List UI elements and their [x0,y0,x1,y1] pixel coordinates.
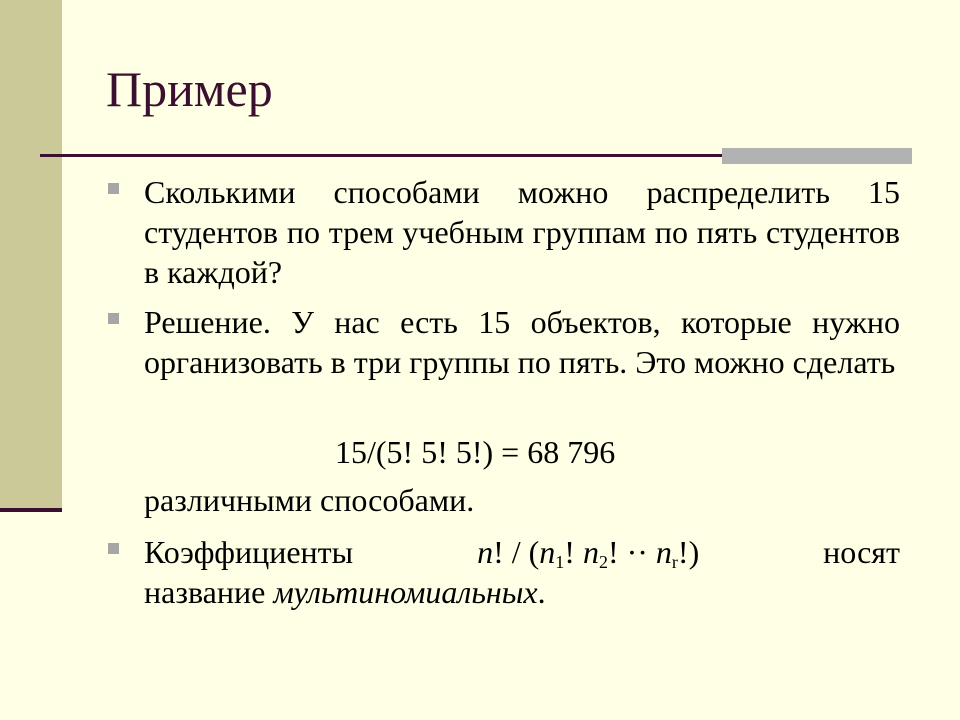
slide-title: Пример [106,61,273,117]
coef-carry: носят [823,534,900,570]
left-decor-line [0,508,62,512]
bullet-marker-3 [108,543,119,554]
bullet-text-3-line1 [144,532,900,572]
bullet-marker-2 [108,313,119,324]
formula-followup: различными способами. [144,482,475,518]
formula: 15/(5! 5! 5!) = 68 796 [335,434,616,470]
left-decor-band [0,0,62,510]
bullet-marker-1 [108,183,119,194]
title-underline [40,154,722,157]
bullet-text-1: Сколькими способами можно распределить 15 студентов по трем учебным группам по пять студентов в каждой? [144,174,900,290]
bullet-text-3-line2: название мультиномиальных. [144,574,546,610]
coef-expression: n! / ($n_1$! $n_2$! ·· $n_r$!) [477,534,700,572]
title-underline-accent [722,148,912,164]
coef-lead: Коэффициенты [144,534,354,570]
term-multinomial: мультиномиальных [273,574,538,610]
bullet-text-2: Решение. У нас есть 15 объектов, которые нужно организовать в три группы по пять. Это можно сделать [144,304,900,380]
